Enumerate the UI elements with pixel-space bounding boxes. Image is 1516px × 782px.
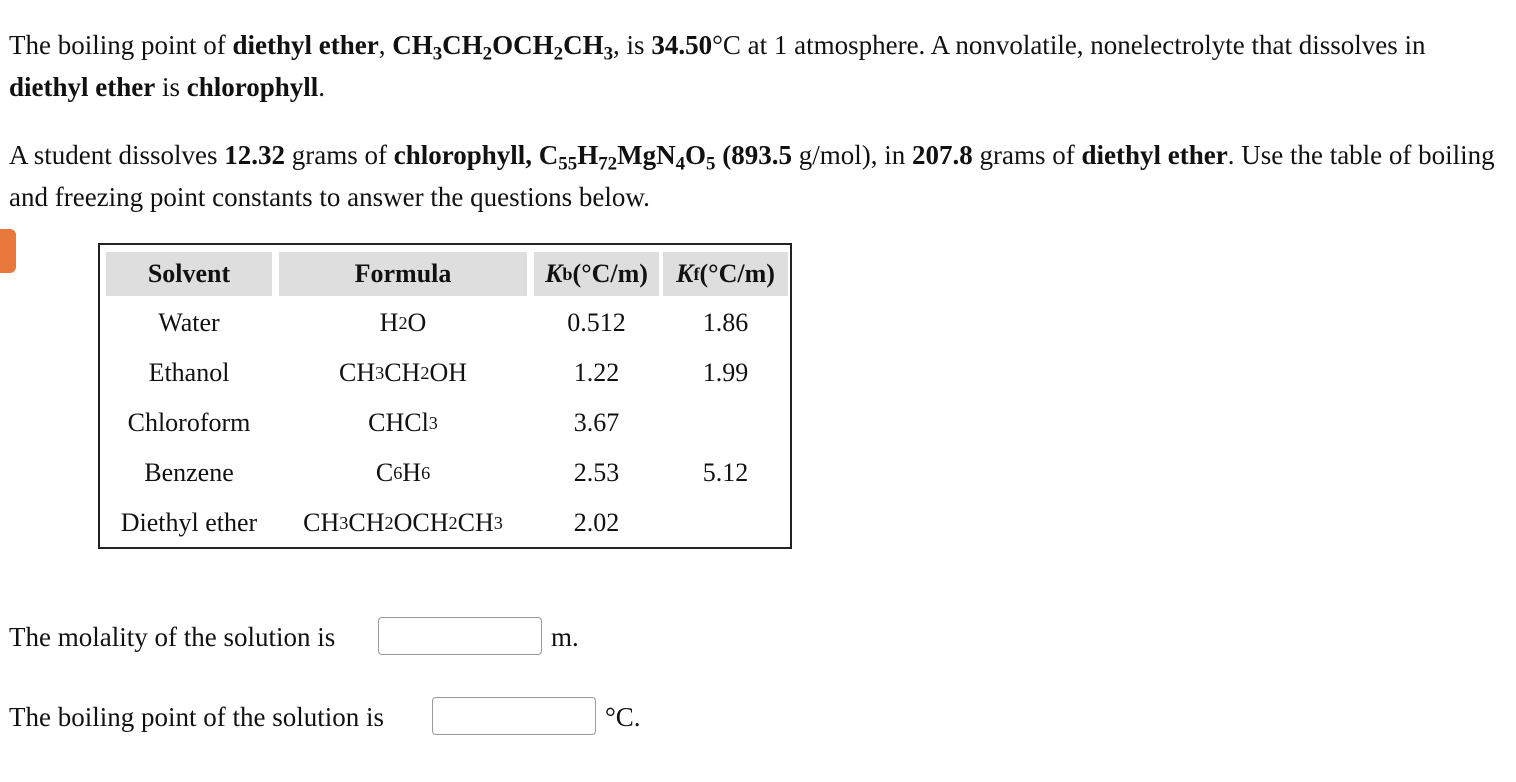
solute-name: chlorophyll (186, 72, 319, 102)
cell-kf-chloroform (663, 403, 788, 443)
constants-table (98, 243, 792, 549)
header-kb: K b (°C/m) (534, 252, 659, 296)
cell-kb-chloroform: 3.67 (573, 408, 620, 437)
cell-formula-ethanol: CH 3 CH 2 OH (339, 358, 467, 387)
header-solvent: Solvent (106, 252, 272, 296)
solute-mass: 12.32 (224, 140, 286, 170)
cell-solvent-chloroform: Chloroform (127, 408, 251, 437)
cell-kf-benzene: 5.12 (702, 458, 749, 487)
cell-kf-diethyl-ether (663, 503, 788, 543)
cell-formula-benzene: C 6 H 6 (375, 458, 431, 487)
cell-kf-ethanol: 1.99 (702, 358, 749, 387)
molality-unit: m. (551, 622, 579, 652)
boiling-point-input[interactable] (432, 697, 596, 735)
cell-kf-water: 1.86 (702, 308, 749, 337)
boiling-point-unit: °C. (605, 702, 641, 732)
cell-solvent-ethanol: Ethanol (148, 358, 230, 387)
molality-input[interactable] (378, 617, 542, 655)
cell-formula-water: H 2 O (379, 308, 427, 337)
problem-statement-2: A student dissolves 12.32 grams of chlorophyll, $C_{55}H_{72}MgN_4O_5$ (893.5 g/mol), in 207.8 grams of diethyl ether. Use the table of boiling and freezing point constants to answer the questions below. (9, 140, 1495, 212)
cell-solvent-diethyl-ether: Diethyl ether (120, 508, 258, 537)
boiling-point-value: 34.50 (651, 30, 713, 60)
solvent-name: diethyl ether (232, 30, 379, 60)
cell-kb-benzene: 2.53 (573, 458, 620, 487)
cell-formula-diethyl-ether: CH 3 CH 2 OCH 2 CH 3 (303, 508, 503, 537)
solute-formula: $C_{55}H_{72}MgN_4O_5$ (893.5 (538, 140, 792, 175)
orange-tab-marker[interactable] (0, 229, 16, 273)
cell-kb-diethyl-ether: 2.02 (573, 508, 620, 537)
cell-formula-chloroform: CHCl 3 (368, 408, 438, 437)
solvent-mass: 207.8 (912, 140, 973, 170)
header-formula: Formula (279, 252, 527, 296)
problem-statement-1: The boiling point of diethyl ether, $CH_3CH_2OCH_2CH_3$, is 34.50°C at 1 atmosphere. A nonvolatile, nonelectrolyte that dissolves in diethyl ether is chlorophyll. (9, 30, 1426, 102)
cell-kb-ethanol: 1.22 (573, 358, 620, 387)
solvent-formula: $CH_3CH_2OCH_2CH_3$ (392, 30, 614, 65)
header-kf: K f (°C/m) (663, 252, 788, 296)
cell-solvent-benzene: Benzene (144, 458, 234, 487)
cell-solvent-water: Water (158, 308, 220, 337)
molality-question-label: The molality of the solution is (9, 622, 336, 652)
cell-kb-water: 0.512 (567, 308, 626, 337)
boiling-point-question-label: The boiling point of the solution is (9, 702, 384, 732)
